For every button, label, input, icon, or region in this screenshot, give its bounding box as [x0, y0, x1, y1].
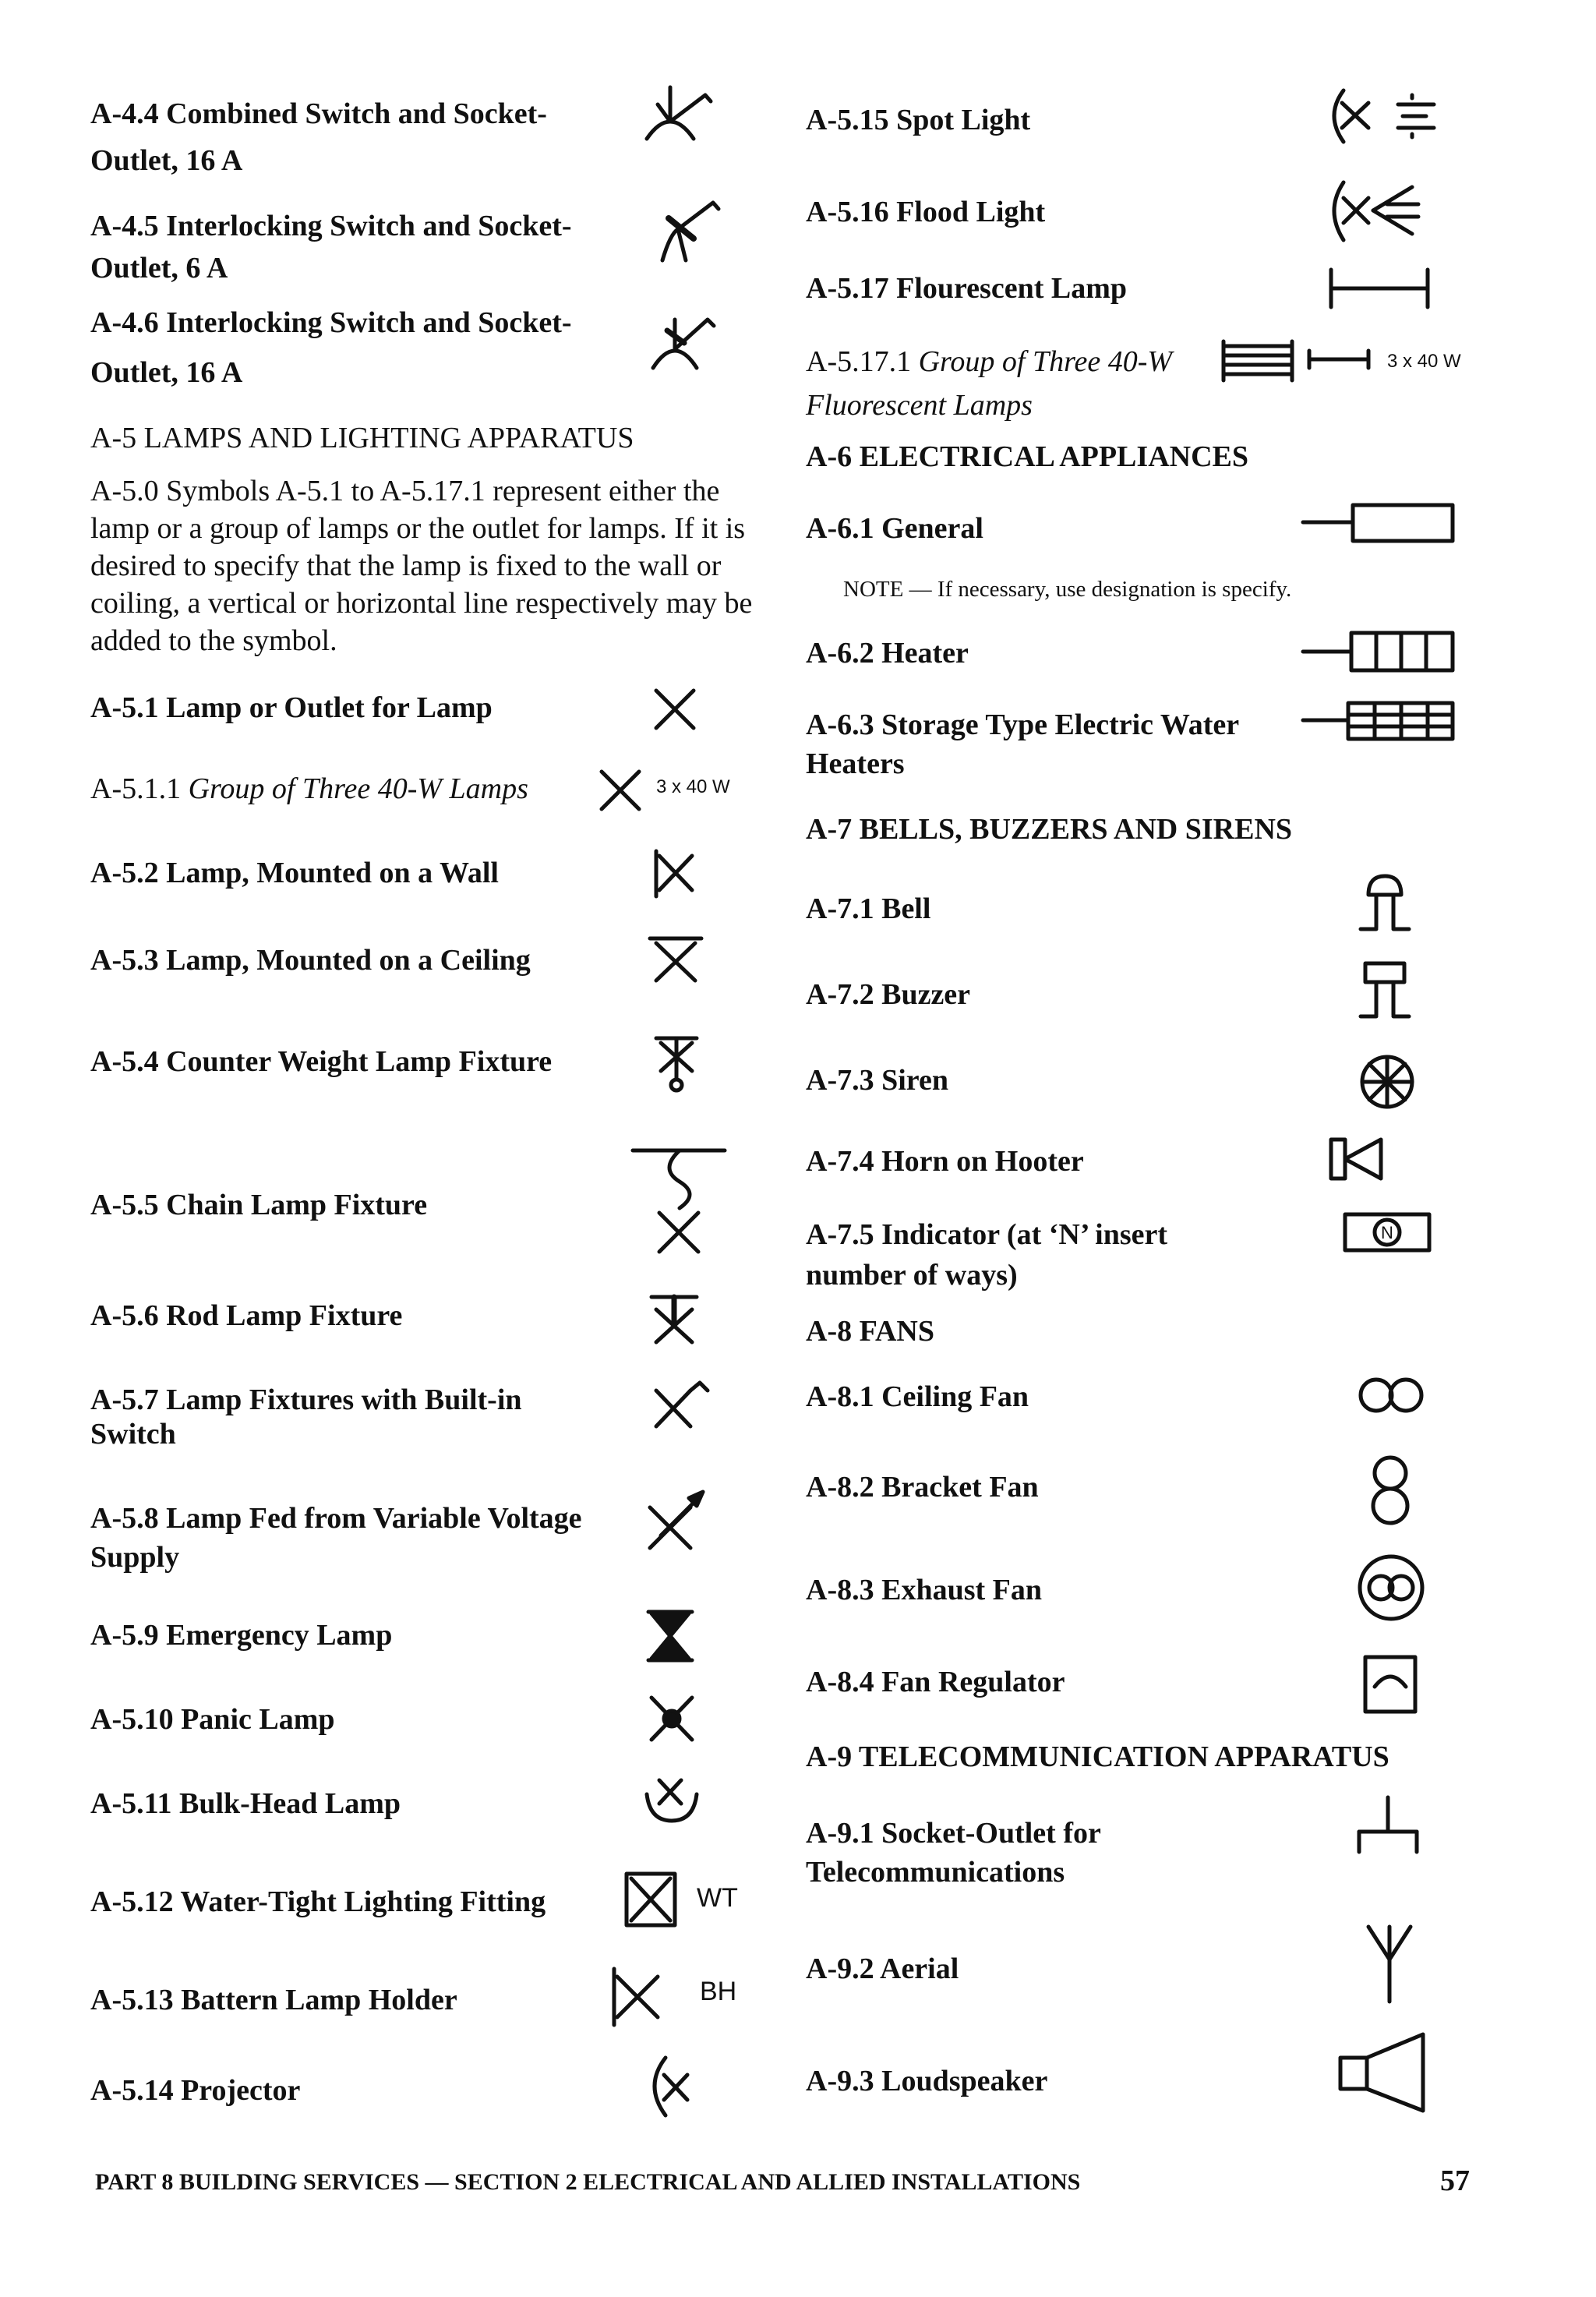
item-a63-label: A-6.3 Storage Type Electric Water — [806, 709, 1240, 741]
item-a91-label: A-9.1 Socket-Outlet for — [806, 1817, 1101, 1850]
item-a512-label: A-5.12 Water-Tight Lighting Fitting — [90, 1885, 546, 1918]
item-a74-label: A-7.4 Horn on Hooter — [806, 1145, 1084, 1178]
flood-light-symbol — [1325, 176, 1442, 246]
fan-regulator-symbol — [1361, 1652, 1420, 1715]
item-a511-label: A-5.1.1 Group of Three 40-W Lamps — [90, 772, 528, 805]
item-a59-label: A-5.9 Emergency Lamp — [90, 1619, 393, 1652]
spot-light-symbol — [1325, 84, 1449, 147]
batten-lamp-holder-symbol — [609, 1966, 664, 2028]
item-a57-label-cont: Switch — [90, 1418, 176, 1451]
bulk-head-lamp-symbol — [641, 1771, 703, 1825]
item-a83-label: A-8.3 Exhaust Fan — [806, 1574, 1042, 1606]
heater-symbol — [1300, 627, 1464, 673]
item-a45-label-cont: Outlet, 6 A — [90, 252, 228, 284]
item-a81-label: A-8.1 Ceiling Fan — [806, 1380, 1029, 1413]
water-tight-fitting-symbol — [623, 1871, 678, 1928]
rod-lamp-symbol — [647, 1292, 701, 1347]
projector-symbol — [641, 2051, 703, 2122]
item-a72-label: A-7.2 Buzzer — [806, 978, 971, 1011]
section-a8-heading: A-8 FANS — [806, 1315, 935, 1348]
group-lamp-symbol — [597, 767, 644, 814]
buzzer-symbol — [1358, 957, 1412, 1023]
item-a510-label: A-5.10 Panic Lamp — [90, 1703, 335, 1736]
item-a44-label: A-4.4 Combined Switch and Socket- — [90, 97, 547, 130]
bracket-fan-symbol — [1367, 1451, 1414, 1529]
item-a92-label: A-9.2 Aerial — [806, 1952, 959, 1985]
item-a46-label: A-4.6 Interlocking Switch and Socket- — [90, 306, 572, 339]
telecom-socket-symbol — [1353, 1793, 1423, 1863]
variable-voltage-lamp-symbol — [645, 1489, 708, 1551]
loudspeaker-symbol — [1336, 2030, 1437, 2115]
ceiling-lamp-symbol — [647, 934, 704, 985]
storage-water-heater-symbol — [1300, 697, 1464, 744]
lamp-outlet-symbol — [651, 686, 698, 733]
item-a75-label: A-7.5 Indicator (at ‘N’ insert — [806, 1218, 1168, 1251]
item-a44-label-cont: Outlet, 16 A — [90, 144, 243, 177]
item-a517-label: A-5.17 Flourescent Lamp — [806, 272, 1127, 305]
panic-lamp-symbol — [647, 1693, 697, 1744]
item-a62-label: A-6.2 Heater — [806, 637, 969, 670]
interlocking-switch-socket-6a-symbol — [647, 195, 725, 265]
ceiling-fan-symbol — [1356, 1372, 1426, 1419]
item-a58-label: A-5.8 Lamp Fed from Variable Voltage — [90, 1502, 582, 1535]
horn-hooter-symbol — [1326, 1133, 1389, 1185]
wall-lamp-symbol — [651, 848, 698, 899]
lamp-with-switch-symbol — [651, 1380, 714, 1431]
section-a5-heading: A-5 LAMPS AND LIGHTING APPARATUS — [90, 422, 634, 454]
item-a57-label: A-5.7 Lamp Fixtures with Built-in — [90, 1384, 522, 1416]
exhaust-fan-symbol — [1356, 1553, 1426, 1623]
aerial-symbol — [1362, 1921, 1417, 2006]
item-a53-label: A-5.3 Lamp, Mounted on a Ceiling — [90, 944, 531, 977]
fluorescent-lamp-symbol — [1325, 265, 1434, 312]
item-a58-label-cont: Supply — [90, 1541, 180, 1574]
item-a516-label: A-5.16 Flood Light — [806, 196, 1046, 228]
item-a93-label: A-9.3 Loudspeaker — [806, 2065, 1048, 2097]
footer-text: PART 8 BUILDING SERVICES — SECTION 2 ELECTRICAL AND ALLIED INSTALLATIONS — [95, 2169, 1081, 2195]
item-a515-label: A-5.15 Spot Light — [806, 104, 1031, 136]
section-a50-note: A-5.0 Symbols A-5.1 to A-5.17.1 represent either the lamp or a group of lamps or the outlet for lamps. If it is desired to specify that the lamp is fixed to the wall or coiling, a vertical or horizontal line respectively may be added to the symbol. — [90, 475, 753, 657]
group-fluorescent-lamps-symbol — [1219, 335, 1297, 387]
item-a512-abbr: WT — [697, 1883, 738, 1913]
item-a511-qty: 3 x 40 W — [656, 776, 730, 797]
page-number: 57 — [1440, 2164, 1470, 2197]
section-a6-heading: A-6 ELECTRICAL APPLIANCES — [806, 440, 1248, 473]
item-a61-note: NOTE — If necessary, use designation is specify. — [843, 577, 1292, 602]
indicator-letter: N — [1381, 1223, 1393, 1242]
emergency-lamp-symbol — [645, 1609, 695, 1663]
item-a63-label-cont: Heaters — [806, 747, 905, 780]
combined-switch-socket-16a-symbol — [639, 81, 717, 143]
counter-weight-lamp-symbol — [653, 1034, 700, 1096]
item-a71-label: A-7.1 Bell — [806, 892, 931, 925]
item-a5171-qty: 3 x 40 W — [1387, 351, 1461, 372]
general-appliance-symbol — [1300, 499, 1464, 546]
item-a52-label: A-5.2 Lamp, Mounted on a Wall — [90, 857, 499, 889]
item-a61-label: A-6.1 General — [806, 512, 983, 545]
section-a7-heading: A-7 BELLS, BUZZERS AND SIRENS — [806, 813, 1293, 846]
item-a84-label: A-8.4 Fan Regulator — [806, 1666, 1065, 1698]
item-a91-label-cont: Telecommunications — [806, 1856, 1065, 1889]
bell-symbol — [1358, 871, 1412, 934]
item-a51-label: A-5.1 Lamp or Outlet for Lamp — [90, 691, 493, 724]
section-a9-heading: A-9 TELECOMMUNICATION APPARATUS — [806, 1740, 1389, 1773]
item-a55-label: A-5.5 Chain Lamp Fixture — [90, 1189, 428, 1221]
item-a513-abbr: BH — [700, 1977, 737, 2006]
item-a46-label-cont: Outlet, 16 A — [90, 356, 243, 389]
item-a54-label: A-5.4 Counter Weight Lamp Fixture — [90, 1045, 553, 1078]
siren-symbol — [1358, 1052, 1417, 1111]
item-a511b-label: A-5.11 Bulk-Head Lamp — [90, 1787, 401, 1820]
fluorescent-lamp-single-symbol — [1306, 348, 1372, 371]
item-a514-label: A-5.14 Projector — [90, 2074, 301, 2107]
item-a82-label: A-8.2 Bracket Fan — [806, 1471, 1039, 1504]
chain-lamp-symbol — [628, 1146, 729, 1263]
item-a73-label: A-7.3 Siren — [806, 1064, 948, 1097]
item-a75-label-cont: number of ways) — [806, 1259, 1018, 1292]
item-a45-label: A-4.5 Interlocking Switch and Socket- — [90, 210, 572, 242]
item-a513-label: A-5.13 Battern Lamp Holder — [90, 1984, 457, 2016]
item-a5171-label: A-5.17.1 Group of Three 40-W — [806, 345, 1173, 378]
item-a5171-label-cont: Fluorescent Lamps — [806, 389, 1033, 422]
indicator-symbol — [1342, 1210, 1432, 1255]
interlocking-switch-socket-16a-symbol — [644, 302, 722, 373]
item-a56-label: A-5.6 Rod Lamp Fixture — [90, 1299, 403, 1332]
